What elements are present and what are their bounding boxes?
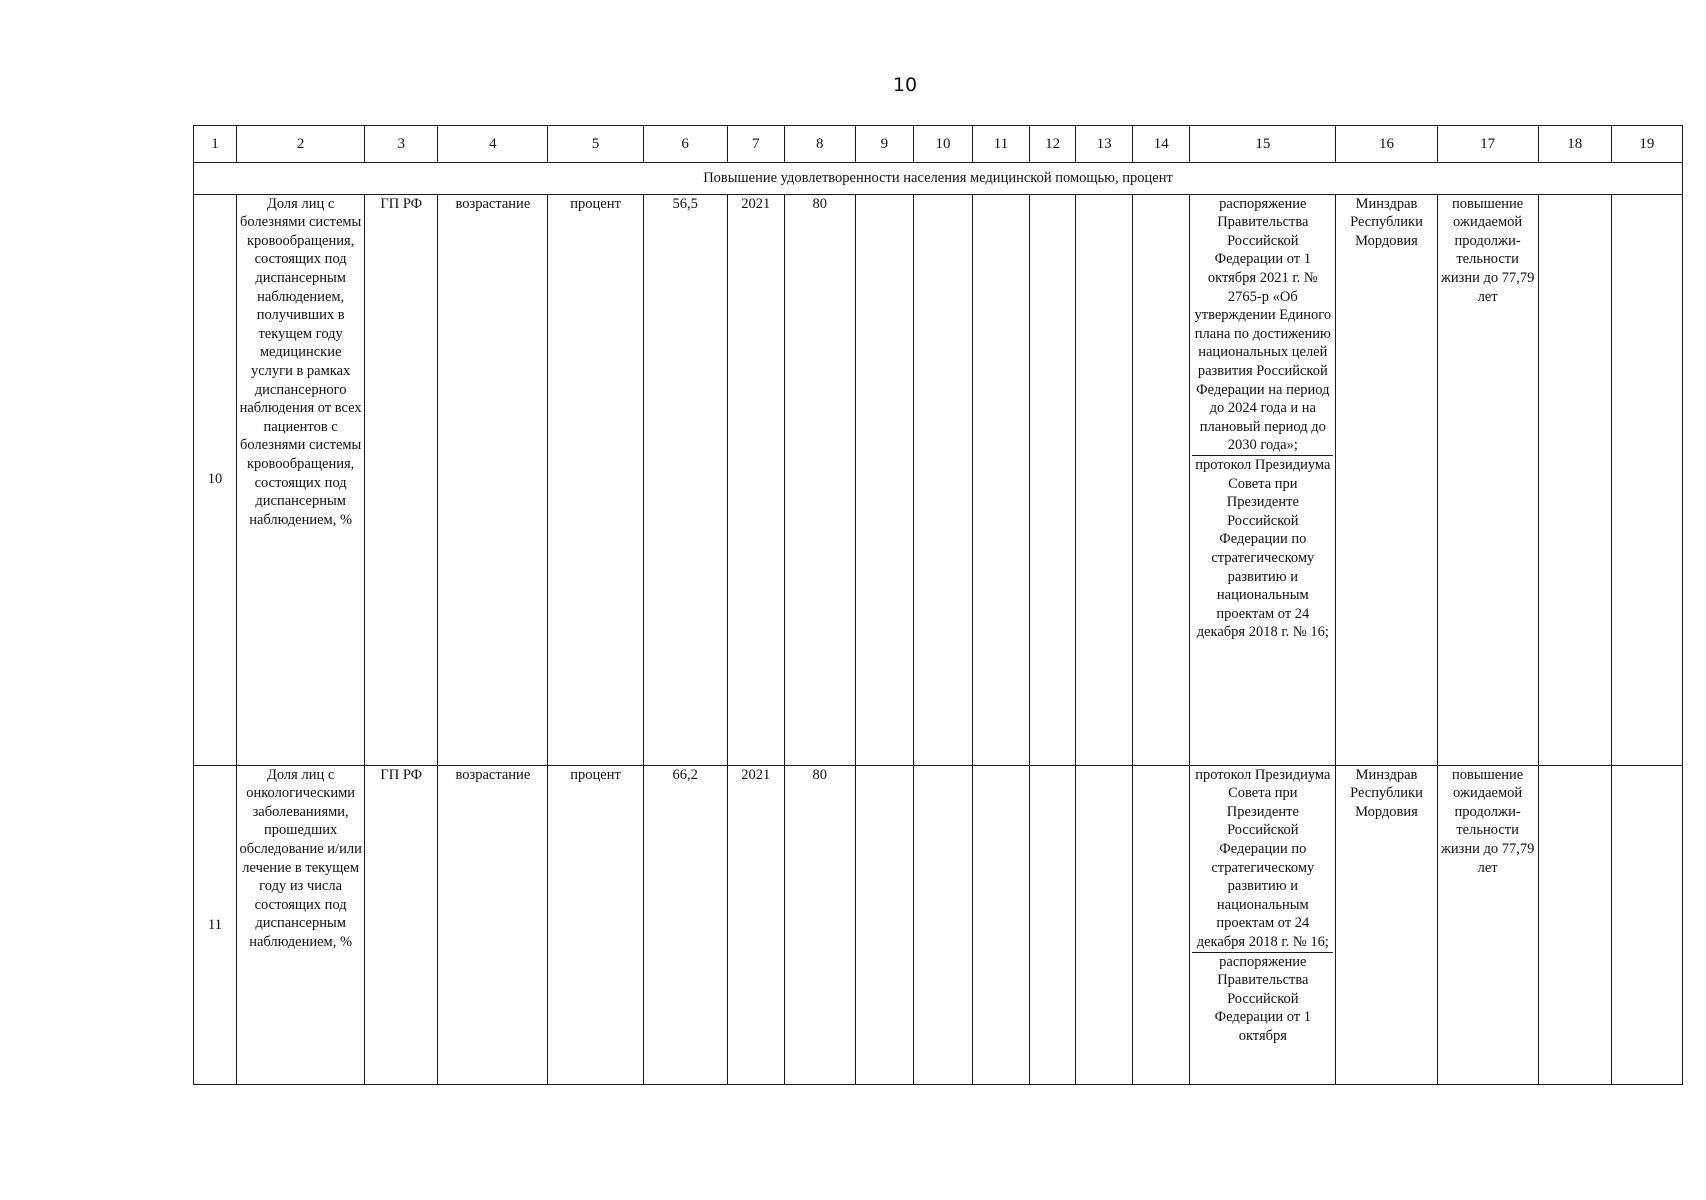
- indicator-direction: возрастание: [438, 194, 548, 765]
- document-reference: распоряжение Правительства Российской Федерации от 1 октября 2021 г. № 2765-р «Об утверждении Единого плана по достижению национальных целей развития Российской Федерации на период до 2024 года и на плановый период до 2030 года»;: [1192, 195, 1333, 456]
- indicator-unit: процент: [548, 194, 643, 765]
- goal-link: повышение ожидаемой продолжи- тельности жизни до 77,79 лет: [1437, 194, 1538, 765]
- empty-cell: [1030, 765, 1076, 1084]
- header-cell: 10: [913, 126, 972, 163]
- document-reference: протокол Президиума Совета при Президенте Российской Федерации по стратегическому развитию и национальным проектам от 24 декабря 2018 г. № 16;: [1192, 766, 1333, 953]
- empty-cell: [972, 194, 1029, 765]
- indicators-table: [193, 125, 1683, 1085]
- empty-cell: [1076, 194, 1133, 765]
- indicator-level: ГП РФ: [365, 765, 438, 1084]
- empty-cell: [1611, 194, 1682, 765]
- header-cell: 17: [1437, 126, 1538, 163]
- document-reference: распоряжение Правительства Российской Федерации от 1 октября: [1214, 953, 1311, 1044]
- indicator-name: Доля лиц с онкологическими заболеваниями, прошедших обследование и/или лечение в текущем году из числа состоящих под диспансерным наблюдением, %: [237, 765, 365, 1084]
- indicator-name: Доля лиц с болезнями системы кровообращения, состоящих под диспансерным наблюдением, получивших в текущем году медицинские услуги в рамках диспансерного наблюдения от всех пациентов с болезнями системы кровообращения, состоящих под диспансерным наблюдением, %: [237, 194, 365, 765]
- base-year: 2021: [727, 765, 784, 1084]
- responsible-body: Минздрав Республики Мордовия: [1336, 194, 1437, 765]
- header-cell: 5: [548, 126, 643, 163]
- empty-cell: [1133, 765, 1190, 1084]
- document-reference: протокол Президиума Совета при Президенте Российской Федерации по стратегическому развитию и национальным проектам от 24 декабря 2018 г. № 16;: [1195, 457, 1331, 641]
- header-cell: 13: [1076, 126, 1133, 163]
- row-number: 10: [194, 194, 237, 765]
- page-number: 10: [892, 74, 918, 96]
- header-cell: 8: [784, 126, 855, 163]
- header-cell: 6: [643, 126, 727, 163]
- header-cell: 7: [727, 126, 784, 163]
- empty-cell: [1030, 194, 1076, 765]
- section-row: [194, 163, 1683, 194]
- empty-cell: [1133, 194, 1190, 765]
- documents-cell: [1190, 194, 1336, 765]
- table-row: [194, 765, 1683, 1084]
- base-value: 66,2: [643, 765, 727, 1084]
- header-cell: 16: [1336, 126, 1437, 163]
- target-value: 80: [784, 765, 855, 1084]
- header-cell: 9: [855, 126, 913, 163]
- goal-link: повышение ожидаемой продолжи- тельности жизни до 77,79 лет: [1437, 765, 1538, 1084]
- indicator-level: ГП РФ: [365, 194, 438, 765]
- empty-cell: [855, 194, 913, 765]
- empty-cell: [913, 765, 972, 1084]
- empty-cell: [1538, 194, 1611, 765]
- indicator-direction: возрастание: [438, 765, 548, 1084]
- header-cell: 14: [1133, 126, 1190, 163]
- indicator-unit: процент: [548, 765, 643, 1084]
- section-title: Повышение удовлетворенности населения медицинской помощью, процент: [194, 163, 1683, 194]
- header-cell: 18: [1538, 126, 1611, 163]
- header-cell: 12: [1030, 126, 1076, 163]
- empty-cell: [855, 765, 913, 1084]
- documents-cell: [1190, 765, 1336, 1084]
- row-number: 11: [194, 765, 237, 1084]
- base-value: 56,5: [643, 194, 727, 765]
- header-cell: 4: [438, 126, 548, 163]
- header-cell: 11: [972, 126, 1029, 163]
- responsible-body: Минздрав Республики Мордовия: [1336, 765, 1437, 1084]
- empty-cell: [1538, 765, 1611, 1084]
- header-cell: 2: [237, 126, 365, 163]
- table-row: [194, 194, 1683, 765]
- empty-cell: [1076, 765, 1133, 1084]
- header-cell: 3: [365, 126, 438, 163]
- empty-cell: [1611, 765, 1682, 1084]
- header-cell: 1: [194, 126, 237, 163]
- base-year: 2021: [727, 194, 784, 765]
- target-value: 80: [784, 194, 855, 765]
- empty-cell: [972, 765, 1029, 1084]
- header-cell: 19: [1611, 126, 1682, 163]
- header-row: [194, 126, 1683, 163]
- empty-cell: [913, 194, 972, 765]
- header-cell: 15: [1190, 126, 1336, 163]
